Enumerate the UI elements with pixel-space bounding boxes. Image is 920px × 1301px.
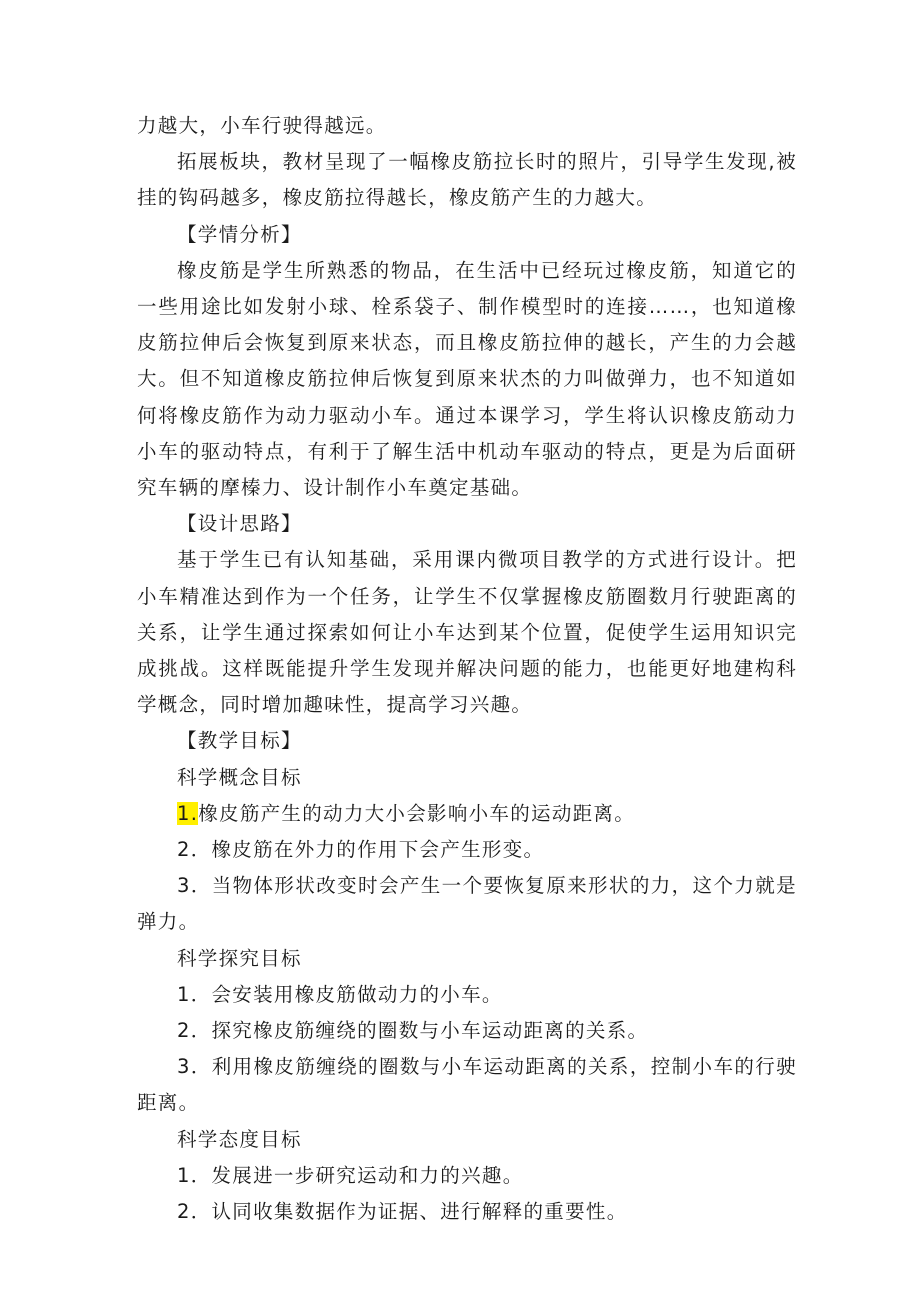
concept-goal-2: 2．橡皮筋在外力的作用下会产生形变。 <box>177 838 545 862</box>
heading-student-analysis: 【学情分析】 <box>177 222 302 246</box>
subheading-attitude-goals: 科学态度目标 <box>177 1127 302 1151</box>
concept-goal-1-text: 橡皮筋产生的动力大小会影响小车的运动距离。 <box>198 801 636 825</box>
heading-teaching-goals: 【教学目标】 <box>177 729 302 753</box>
highlight-mark: 1. <box>177 801 199 825</box>
inquiry-goal-1: 1．会安装用橡皮筋做动力的小车。 <box>177 982 503 1006</box>
paragraph-student-analysis: 橡皮筋是学生所熟悉的物品，在生活中已经玩过橡皮筋，知道它的一些用途比如发射小球、栓系袋子、制作模型时的连接……，也知道橡皮筋拉伸后会恢复到原来状态，而且橡皮筋拉伸的越长，产生的力会越大。但不知道橡皮筋拉伸后恢复到原来状杰的力叫做弹力，也不知道如何将橡皮筋作为动力驱动小车。通过本课学习，学生将认识橡皮筋动力小车的驱动特点，有利于了解生活中机动车驱动的特点，更是为后面研究车辆的摩榛力、设计制作小车奠定基础。 <box>137 258 797 500</box>
paragraph-design-idea: 基于学生已有认知基础，采用课内微项目教学的方式进行设计。把小车精准达到作为一个任务，让学生不仅掌握橡皮筋圈数月行驶距离的关系，让学生通过探索如何让小车达到某个位置，促使学生运用知识完成挑战。这样既能提升学生发现并解决问题的能力，也能更好地建构科学概念，同时增加趣味性，提高学习兴趣。 <box>137 548 797 717</box>
paragraph-continuation: 力越大，小车行驶得越远。 <box>137 114 387 137</box>
subheading-concept-goals: 科学概念目标 <box>177 765 302 789</box>
document-body <box>137 108 797 1230</box>
concept-goal-1 <box>137 796 797 832</box>
inquiry-goal-2: 2．探究橡皮筋缠绕的圈数与小车运动距离的关系。 <box>177 1019 649 1043</box>
paragraph-extension: 拓展板块，教材呈现了一幅橡皮筋拉长时的照片，引导学生发现,被挂的钩码越多，橡皮筋拉得越长，橡皮筋产生的力越大。 <box>137 150 797 210</box>
concept-goal-3: 3．当物体形状改变时会产生一个要恢复原来形状的力，这个力就是弹力。 <box>137 874 797 934</box>
attitude-goal-1: 1．发展进一步研究运动和力的兴趣。 <box>177 1163 524 1187</box>
inquiry-goal-3: 3．利用橡皮筋缠绕的圈数与小车运动距离的关系，控制小车的行驶距离。 <box>137 1055 797 1115</box>
heading-design-idea: 【设计思路】 <box>177 512 302 536</box>
subheading-inquiry-goals: 科学探究目标 <box>177 946 302 970</box>
attitude-goal-2: 2．认同收集数据作为证据、进行解释的重要性。 <box>177 1200 628 1224</box>
